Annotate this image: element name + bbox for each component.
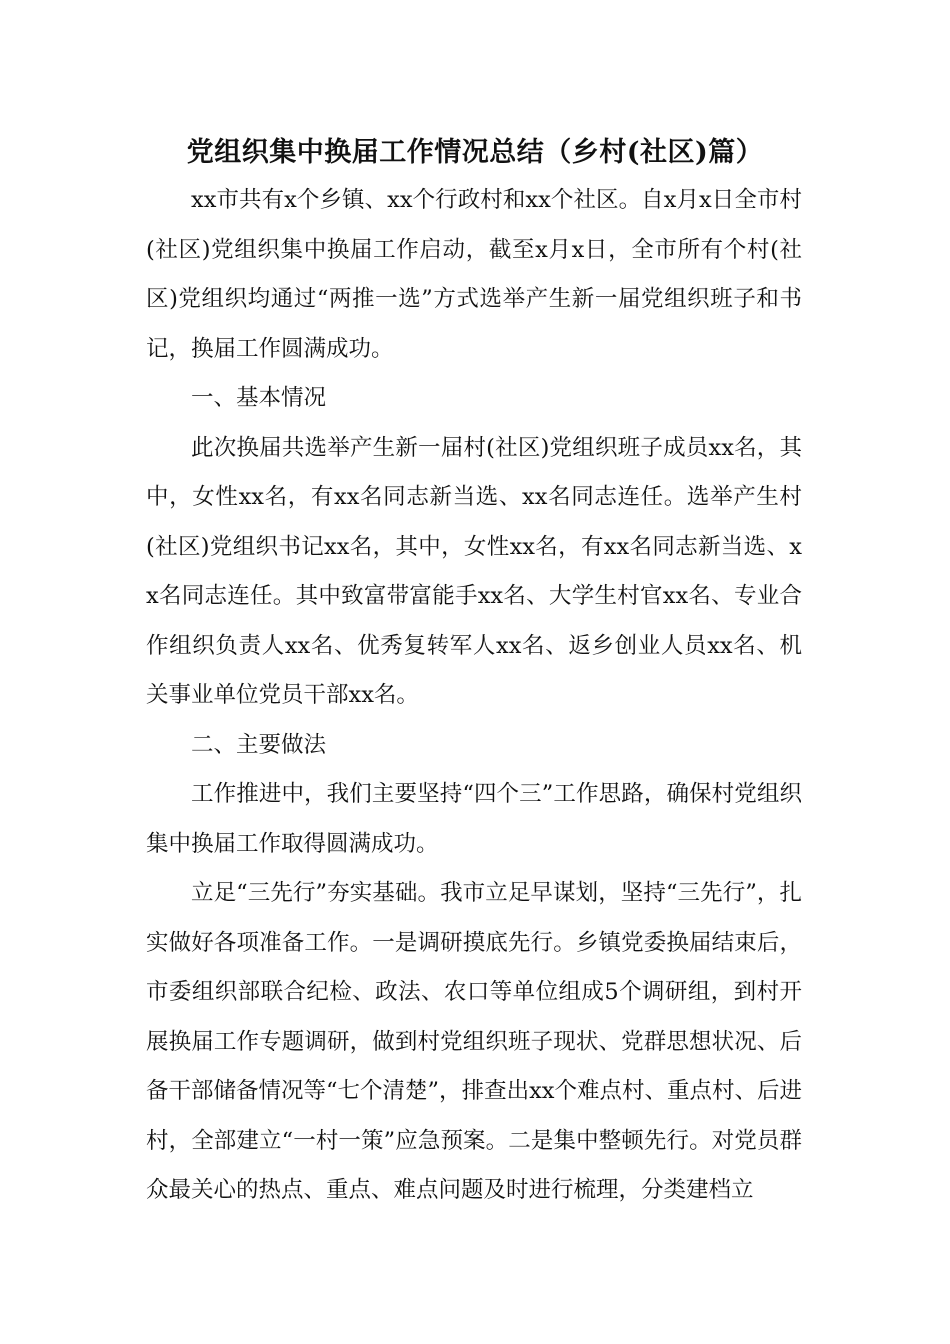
document-body <box>146 176 802 1216</box>
paragraph-work-approach: 工作推进中，我们主要坚持“四个三”工作思路，确保村党组织集中换届工作取得圆满成功。 <box>146 781 802 857</box>
paragraph-intro: xx市共有x个乡镇、xx个行政村和xx个社区。自x月x日全市村(社区)党组织集中换届工作启动，截至x月x日，全市所有个村(社区)党组织均通过“两推一选”方式选举产生新一届党组织班子和书记，换届工作圆满成功。 <box>146 187 802 362</box>
paragraph-basic-situation: 此次换届共选举产生新一届村(社区)党组织班子成员xx名，其中，女性xx名，有xx名同志新当选、xx名同志连任。选举产生村(社区)党组织书记xx名，其中，女性xx名，有xx名同志新当选、xx名同志连任。其中致富带富能手xx名、大学生村官xx名、专业合作组织负责人xx名、优秀复转军人xx名、返乡创业人员xx名、机关事业单位党员干部xx名。 <box>146 434 802 708</box>
paragraph-three-first: 立足“三先行”夯实基础。我市立足早谋划，坚持“三先行”，扎实做好各项准备工作。一是调研摸底先行。乡镇党委换届结束后，市委组织部联合纪检、政法、农口等单位组成5个调研组，到村开展换届工作专题调研，做到村党组织班子现状、党群思想状况、后备干部储备情况等“七个清楚”，排查出xx个难点村、重点村、后进村，全部建立“一村一策”应急预案。二是集中整顿先行。对党员群众最关心的热点、重点、难点问题及时进行梳理，分类建档立 <box>146 880 802 1203</box>
section-heading-main-practices: 二、主要做法 <box>191 731 327 758</box>
document-title: 党组织集中换届工作情况总结（乡村(社区)篇） <box>186 137 764 168</box>
section-heading-basic-situation: 一、基本情况 <box>191 385 327 411</box>
